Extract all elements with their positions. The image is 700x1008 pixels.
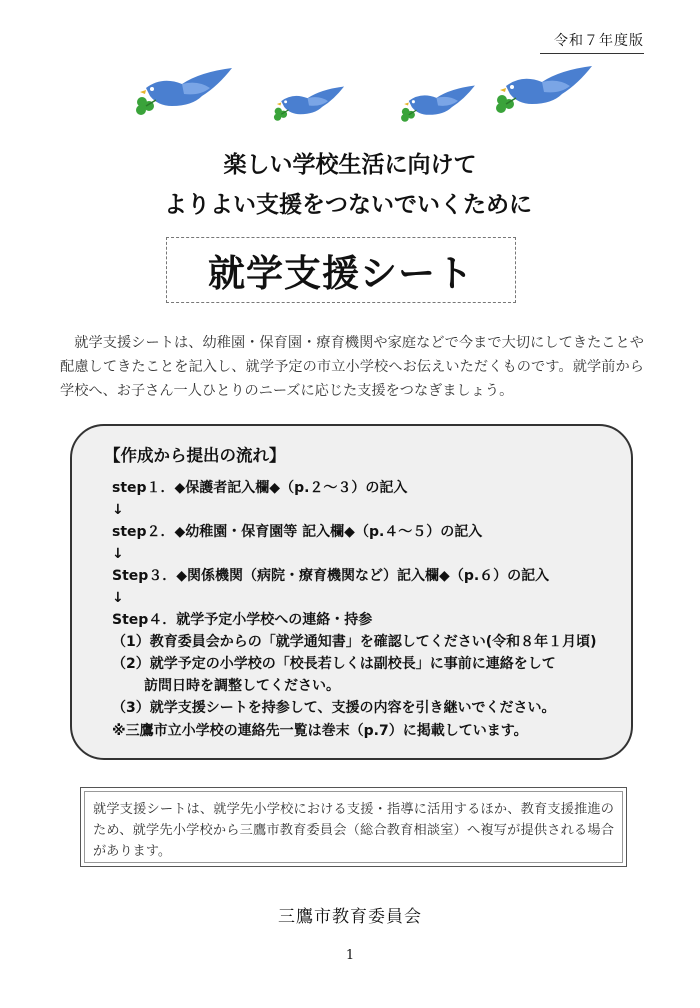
flow-step-1: step１．◆保護者記入欄◆（p.２～３）の記入 [112,480,408,496]
dove-with-clover-icon [132,66,236,118]
flow-box [70,424,633,760]
dove-with-clover-icon [492,64,596,116]
flow-note: ※三鷹市立小学校の連絡先一覧は巻末（p.7）に掲載しています。 [112,723,528,739]
intro-paragraph: 就学支援シートは、幼稚園・保育園・療育機関や家庭などで今まで大切にしてきたことや配慮してきたことを記入し、就学予定の市立小学校へお伝えいただくものです。就学前から学校へ、お子さん一人ひとりのニーズに応じた支援をつなぎましょう。 [60,335,644,399]
dove-with-clover-icon [270,85,348,123]
flow-substep-2: （2）就学予定の小学校の「校長若しくは副校長」に事前に連絡をして [112,656,556,672]
era-label: 令和７年度版 [540,30,644,54]
flow-arrow: ↓ [112,502,124,518]
subtitle-line-2: よりよい支援をつないでいくために [164,192,532,218]
title-box [166,237,516,303]
page-number: 1 [345,948,355,963]
dove-with-clover-icon [398,84,478,124]
flow-substep-2-cont: 訪問日時を調整してください。 [144,678,340,694]
flow-steps [112,477,627,743]
organization-name: 三鷹市教育委員会 [278,907,422,927]
flow-substep-3: （3）就学支援シートを持参して、支援の内容を引き継いでください。 [112,700,556,716]
flow-substep-1: （1）教育委員会からの「就学通知書」を確認してください(令和８年１月頃) [112,634,597,650]
flow-title: 【作成から提出の流れ】 [104,446,286,465]
notice-text: 就学支援シートは、就学先小学校における支援・指導に活用するほか、教育支援推進のため、就学先小学校から三鷹市教育委員会（総合教育相談室）へ複写が提供される場合があります。 [84,791,623,863]
flow-step-4: Step４．就学予定小学校への連絡・持参 [112,612,373,628]
page-title: 就学支援シート [208,252,474,295]
subtitle-line-1: 楽しい学校生活に向けて [223,152,477,178]
notice-box [80,787,627,867]
flow-arrow: ↓ [112,546,124,562]
flow-step-3: Step３．◆関係機関（病院・療育機関など）記入欄◆（p.６）の記入 [112,568,550,584]
flow-arrow: ↓ [112,590,124,606]
flow-step-2: step２．◆幼稚園・保育園等 記入欄◆（p.４～５）の記入 [112,524,483,540]
